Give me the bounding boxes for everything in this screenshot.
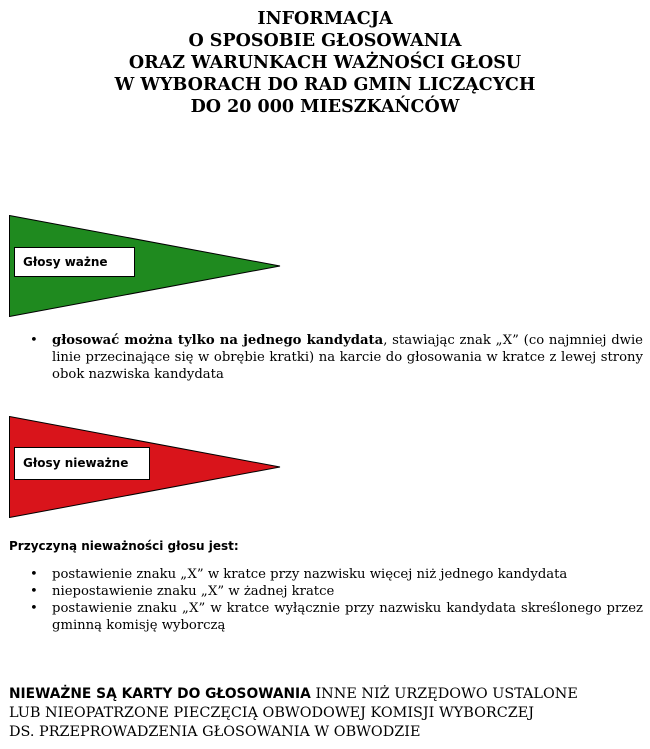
valid-votes-label: Głosy ważne [14, 247, 135, 277]
list-item: • niepostawienie znaku „X” w żadnej kratce [31, 583, 643, 600]
list-item [31, 332, 643, 383]
valid-votes-flag [9, 215, 281, 317]
invalid-reasons-list [31, 566, 643, 634]
title-line-2: O SPOSOBIE GŁOSOWANIA [188, 31, 462, 51]
notice-line-1 [9, 685, 645, 704]
title-line-1: INFORMACJA [257, 9, 393, 29]
title-line-5: DO 20 000 MIESZKAŃCÓW [190, 97, 460, 117]
title-line-4: W WYBORACH DO RAD GMIN LICZĄCYCH [114, 75, 536, 95]
list-item: • postawienie znaku „X” w kratce przy nazwisku więcej niż jednego kandydata [31, 566, 643, 583]
invalid-reasons-heading: Przyczyną nieważności głosu jest: [9, 539, 239, 553]
notice-line-1-rest: INNE NIŻ URZĘDOWO USTALONE [310, 686, 578, 702]
invalid-votes-label: Głosy nieważne [14, 447, 150, 480]
notice-bold: NIEWAŻNE SĄ KARTY DO GŁOSOWANIA [9, 686, 311, 702]
valid-rule-bold: głosować można tylko na jednego kandydata [52, 333, 384, 348]
title-line-3: ORAZ WARUNKACH WAŻNOŚCI GŁOSU [128, 53, 522, 73]
invalid-votes-flag [9, 416, 281, 518]
valid-rules-list [31, 332, 643, 383]
notice-line-3: DS. PRZEPROWADZENIA GŁOSOWANIA W OBWODZIE [9, 724, 421, 740]
invalid-ballots-notice [9, 685, 645, 742]
valid-rule-text: , stawiając znak „X” (co najmniej dwie linie przecinające się w obrębie kratki) na karcie do głosowania w kratce z lewej strony obok nazwiska kandydata [52, 333, 643, 382]
notice-line-2: LUB NIEOPATRZONE PIECZĘCIĄ OBWODOWEJ KOMISJI WYBORCZEJ [9, 705, 534, 721]
page-title [0, 8, 650, 118]
list-item: • postawienie znaku „X” w kratce wyłącznie przy nazwisku kandydata skreślonego przez gminną komisję wyborczą [31, 600, 643, 634]
